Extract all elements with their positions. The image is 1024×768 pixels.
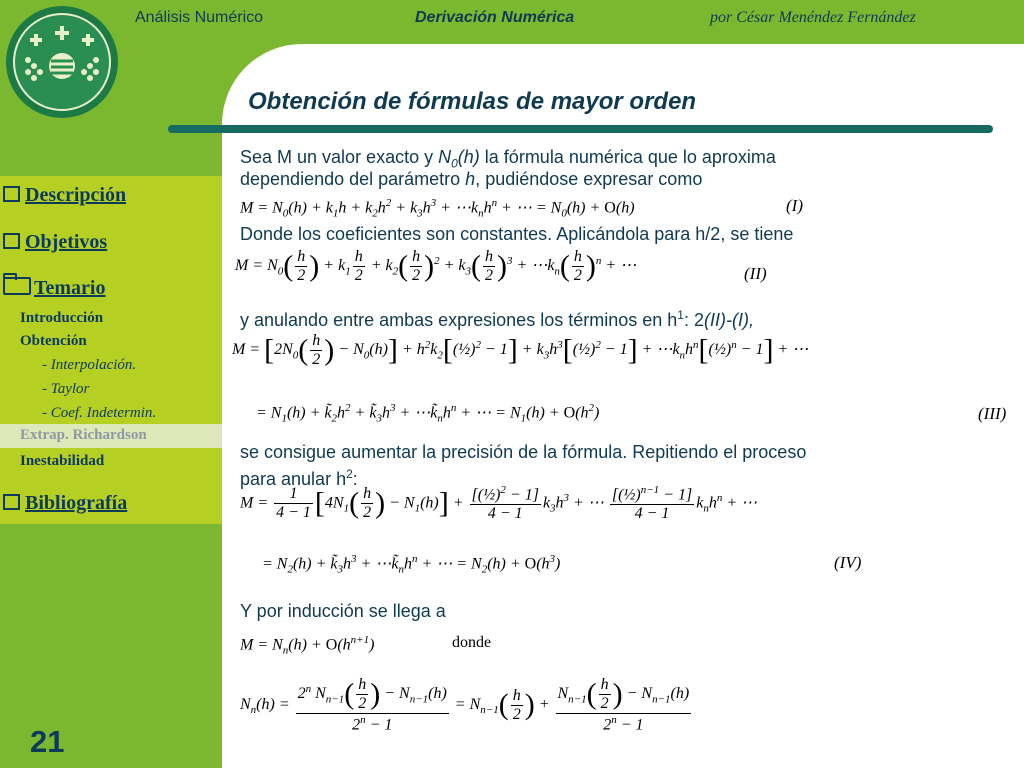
p1-text: Sea M un valor exacto y [240, 147, 439, 167]
menu-richardson-label: Extrap. Richardson [20, 427, 147, 443]
p1-symbol: N [438, 147, 452, 167]
header-topic: Derivación Numérica [415, 9, 575, 26]
donde-label: donde [452, 634, 492, 651]
menu-temario-link[interactable] [3, 277, 105, 300]
menu-objetivos-link[interactable] [3, 231, 107, 254]
equation-II: $M = N_0$( $\frac{h}{2}$ ) + $k_1$ $\frac{h}{2}$ + $k_2$( $\frac{h}{2}$ )$^2 + k_3$( $\frac{h}{2}$ )$^3 + \cdots k_n$( $\frac{h}{2}$ )$^n$ + ⋯ [235, 248, 637, 284]
tag-I-label: I [791, 196, 798, 215]
menu-bibliografia-label: Bibliografía [25, 492, 128, 514]
menu-obtencion-link[interactable]: Obtención [20, 333, 87, 349]
menu-interpolacion-link[interactable]: - Interpolación. [42, 357, 137, 373]
p4-text-mid: : 2 [683, 310, 704, 330]
p4-superscript: 1 [677, 308, 684, 322]
p2-symbol: h [465, 169, 476, 189]
equation-IV-line-2: = $N_2(h)$ + $k̃_3h^3$ + $\cdots k̃_nh^n$ + ⋯ = $N_2(h) + O(h^3)$ [262, 553, 561, 576]
page-number: 21 [30, 724, 65, 759]
paragraph-7: Y por inducción se llega a [240, 601, 446, 621]
menu-richardson-current[interactable] [0, 424, 222, 448]
checkbox-icon [3, 494, 20, 510]
equation-III-line-1: $M = [2N_0$( $\frac{h}{2}$ ) − $N_0(h)$] + $h^2k_2[(\frac{1}{2})^2 - 1]$ + $k_3h^3[(\frac{1}{2})^2 - 1]$ + $\cdots k_nh^n[(\frac{1}{2})^n - 1]$ + ⋯ [232, 332, 809, 368]
side-menu [0, 176, 222, 524]
equation-III-line-2: = $N_1(h)$ + $k̃_2h^2$ + $k̃_3h^3$ + $\cdots k̃_nh^n$ + ⋯ = $N_1(h) + O(h^2)$ [256, 402, 600, 425]
slide-title: Obtención de fórmulas de mayor orden [248, 88, 697, 115]
tag-II-label: II [749, 264, 761, 283]
menu-coef-link[interactable]: - Coef. Indetermin. [42, 405, 157, 421]
university-crest-icon [4, 4, 120, 120]
p6-superscript: 2 [346, 467, 353, 481]
equation-recurrence: $N_n(h)$ = 2$^n$ $N_{n-1}$( $\frac{h}{2}$ ) − $N_{n-1}(h)$ $2^n - 1$ = $N_{n-1}$( $\frac{h}{2}$ ) + $N_{n-1}$( $\frac{h}{2}$ ) − $N_{n-1}(h)$ $2^n - 1$ [240, 676, 690, 734]
p1-text-end: la fórmula numérica que lo aproxima [479, 147, 776, 167]
p4-expression: (II)-(I), [703, 310, 754, 330]
title-rule [168, 125, 993, 133]
equation-I: $M = N_0(h) + k_1h + k_2h^2 + k_3h^3$ + $\cdots k_nh^n$ + ⋯ = $N_0(h) + O(h)$ [240, 197, 635, 220]
equation-tag-I: (I) [786, 196, 804, 215]
tag-III-label: III [983, 404, 1001, 423]
paragraph-3: Donde los coeficientes son constantes. Aplicándola para h/2, se tiene [240, 224, 794, 244]
equation-induction: $M = N_n(h) + O(h^{n+1})$ [240, 634, 375, 657]
paragraph-2 [240, 168, 702, 190]
paragraph-5: se consigue aumentar la precisión de la fórmula. Repitiendo el proceso [240, 442, 807, 462]
menu-descripcion-link[interactable] [3, 184, 126, 207]
equation-tag-III: (III) [978, 404, 1007, 423]
menu-objetivos-label: Objetivos [25, 231, 108, 253]
equation-IV-line-1: M = $\frac{1}{4 - 1}$ [$4N_1$( $\frac{h}{2}$ ) − $N_1(h)$] + $\frac{[(\frac{1}{2})^2 - 1]}{4 - 1}$ $k_3h^3$ + ⋯ $\frac{[(\frac{1}{2})^{n-1} - 1]}{4 - 1}$ $k_nh^n$ + ⋯ [240, 484, 758, 523]
checkbox-icon [3, 233, 20, 249]
p1-arg: (h) [457, 147, 480, 167]
folder-icon [3, 277, 31, 295]
p4-text: y anulando entre ambas expresiones los términos en h [240, 310, 678, 330]
p1-subscript: 0 [451, 156, 458, 171]
p6-text-end: : [352, 469, 358, 489]
p6-text: para anular h [240, 469, 347, 489]
menu-descripcion-label: Descripción [25, 184, 127, 206]
equation-tag-IV: (IV) [834, 553, 862, 572]
p2-text-end: , pudiéndose expresar como [475, 169, 703, 189]
header-author: por César Menéndez Fernández [710, 9, 916, 26]
checkbox-icon [3, 186, 20, 202]
menu-bibliografia-link[interactable] [3, 492, 127, 515]
header-course: Análisis Numérico [135, 9, 264, 26]
p2-text: dependiendo del parámetro [240, 169, 466, 189]
paragraph-4 [240, 304, 754, 331]
menu-taylor-link[interactable]: - Taylor [42, 381, 90, 397]
menu-temario-label: Temario [34, 277, 106, 299]
equation-tag-II: (II) [744, 264, 767, 283]
tag-IV-label: IV [839, 553, 856, 572]
menu-inestabilidad-link[interactable]: Inestabilidad [20, 453, 105, 469]
menu-introduccion-link[interactable]: Introducción [20, 310, 104, 326]
